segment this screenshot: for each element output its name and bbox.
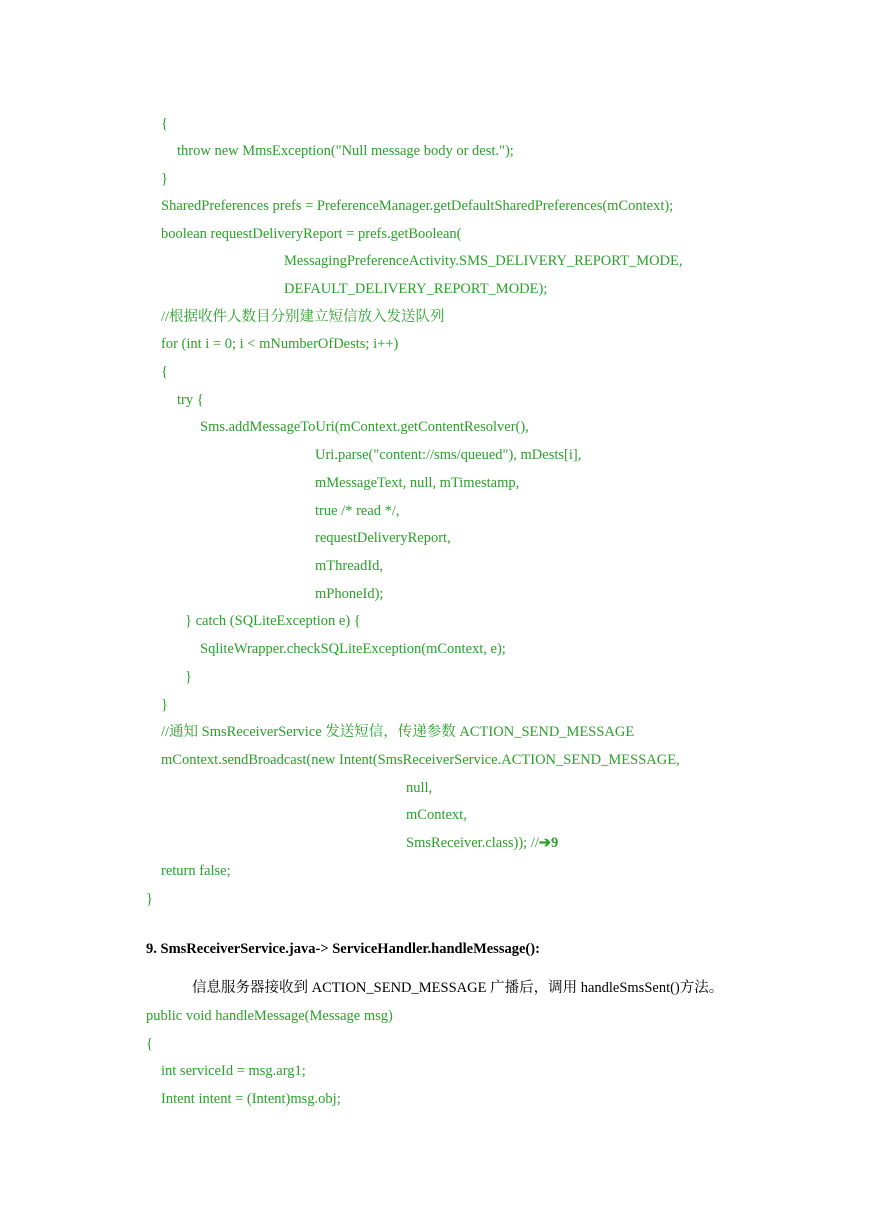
code-line: Sms.addMessageToUri(mContext.getContentResolver(), <box>200 419 529 435</box>
code-line: { <box>161 364 168 380</box>
code-line: boolean requestDeliveryReport = prefs.getBoolean( <box>161 226 462 242</box>
code-line: for (int i = 0; i < mNumberOfDests; i++) <box>161 336 399 352</box>
code-line: DEFAULT_DELIVERY_REPORT_MODE); <box>284 281 548 297</box>
code-comment: //通知 SmsReceiverService 发送短信，传递参数 ACTION_SEND_MESSAGE <box>161 724 635 740</box>
right-arrow-icon: ➔ <box>538 835 552 851</box>
code-line: } <box>161 697 168 713</box>
code-line: SqliteWrapper.checkSQLiteException(mContext, e); <box>200 641 506 657</box>
code-line: try { <box>177 392 204 408</box>
code-line: true /* read */, <box>315 503 400 519</box>
code-line: int serviceId = msg.arg1; <box>161 1063 306 1079</box>
code-line: throw new MmsException("Null message body or dest."); <box>177 143 514 159</box>
code-line: requestDeliveryReport, <box>315 530 451 546</box>
code-line: Intent intent = (Intent)msg.obj; <box>161 1091 341 1107</box>
code-line: Uri.parse("content://sms/queued"), mDests[i], <box>315 447 582 463</box>
code-line: } catch (SQLiteException e) { <box>185 613 361 629</box>
code-line-with-arrow <box>406 834 558 852</box>
code-line: mContext.sendBroadcast(new Intent(SmsReceiverService.ACTION_SEND_MESSAGE, <box>161 752 680 768</box>
code-line: } <box>185 669 192 685</box>
code-line: { <box>146 1036 153 1052</box>
code-line: public void handleMessage(Message msg) <box>146 1008 393 1024</box>
arrow-reference-number: 9 <box>551 835 559 851</box>
code-comment: //根据收件人数目分别建立短信放入发送队列 <box>161 309 445 325</box>
code-line: mMessageText, null, mTimestamp, <box>315 475 520 491</box>
section-heading: 9. SmsReceiverService.java-> ServiceHandler.handleMessage(): <box>146 941 540 957</box>
code-line: MessagingPreferenceActivity.SMS_DELIVERY_REPORT_MODE, <box>284 253 683 269</box>
code-line: mContext, <box>406 807 467 823</box>
code-line: return false; <box>161 863 231 879</box>
code-line: } <box>161 171 168 187</box>
code-line: } <box>146 891 153 907</box>
code-line: null, <box>406 780 433 796</box>
code-line: mPhoneId); <box>315 586 384 602</box>
section-description: 信息服务器接收到 ACTION_SEND_MESSAGE 广播后，调用 handleSmsSent()方法。 <box>192 980 724 996</box>
code-line: mThreadId, <box>315 558 384 574</box>
code-line: { <box>161 116 168 132</box>
code-line: SharedPreferences prefs = PreferenceManager.getDefaultSharedPreferences(mContext); <box>161 198 674 214</box>
code-line: SmsReceiver.class)); // <box>406 835 539 851</box>
